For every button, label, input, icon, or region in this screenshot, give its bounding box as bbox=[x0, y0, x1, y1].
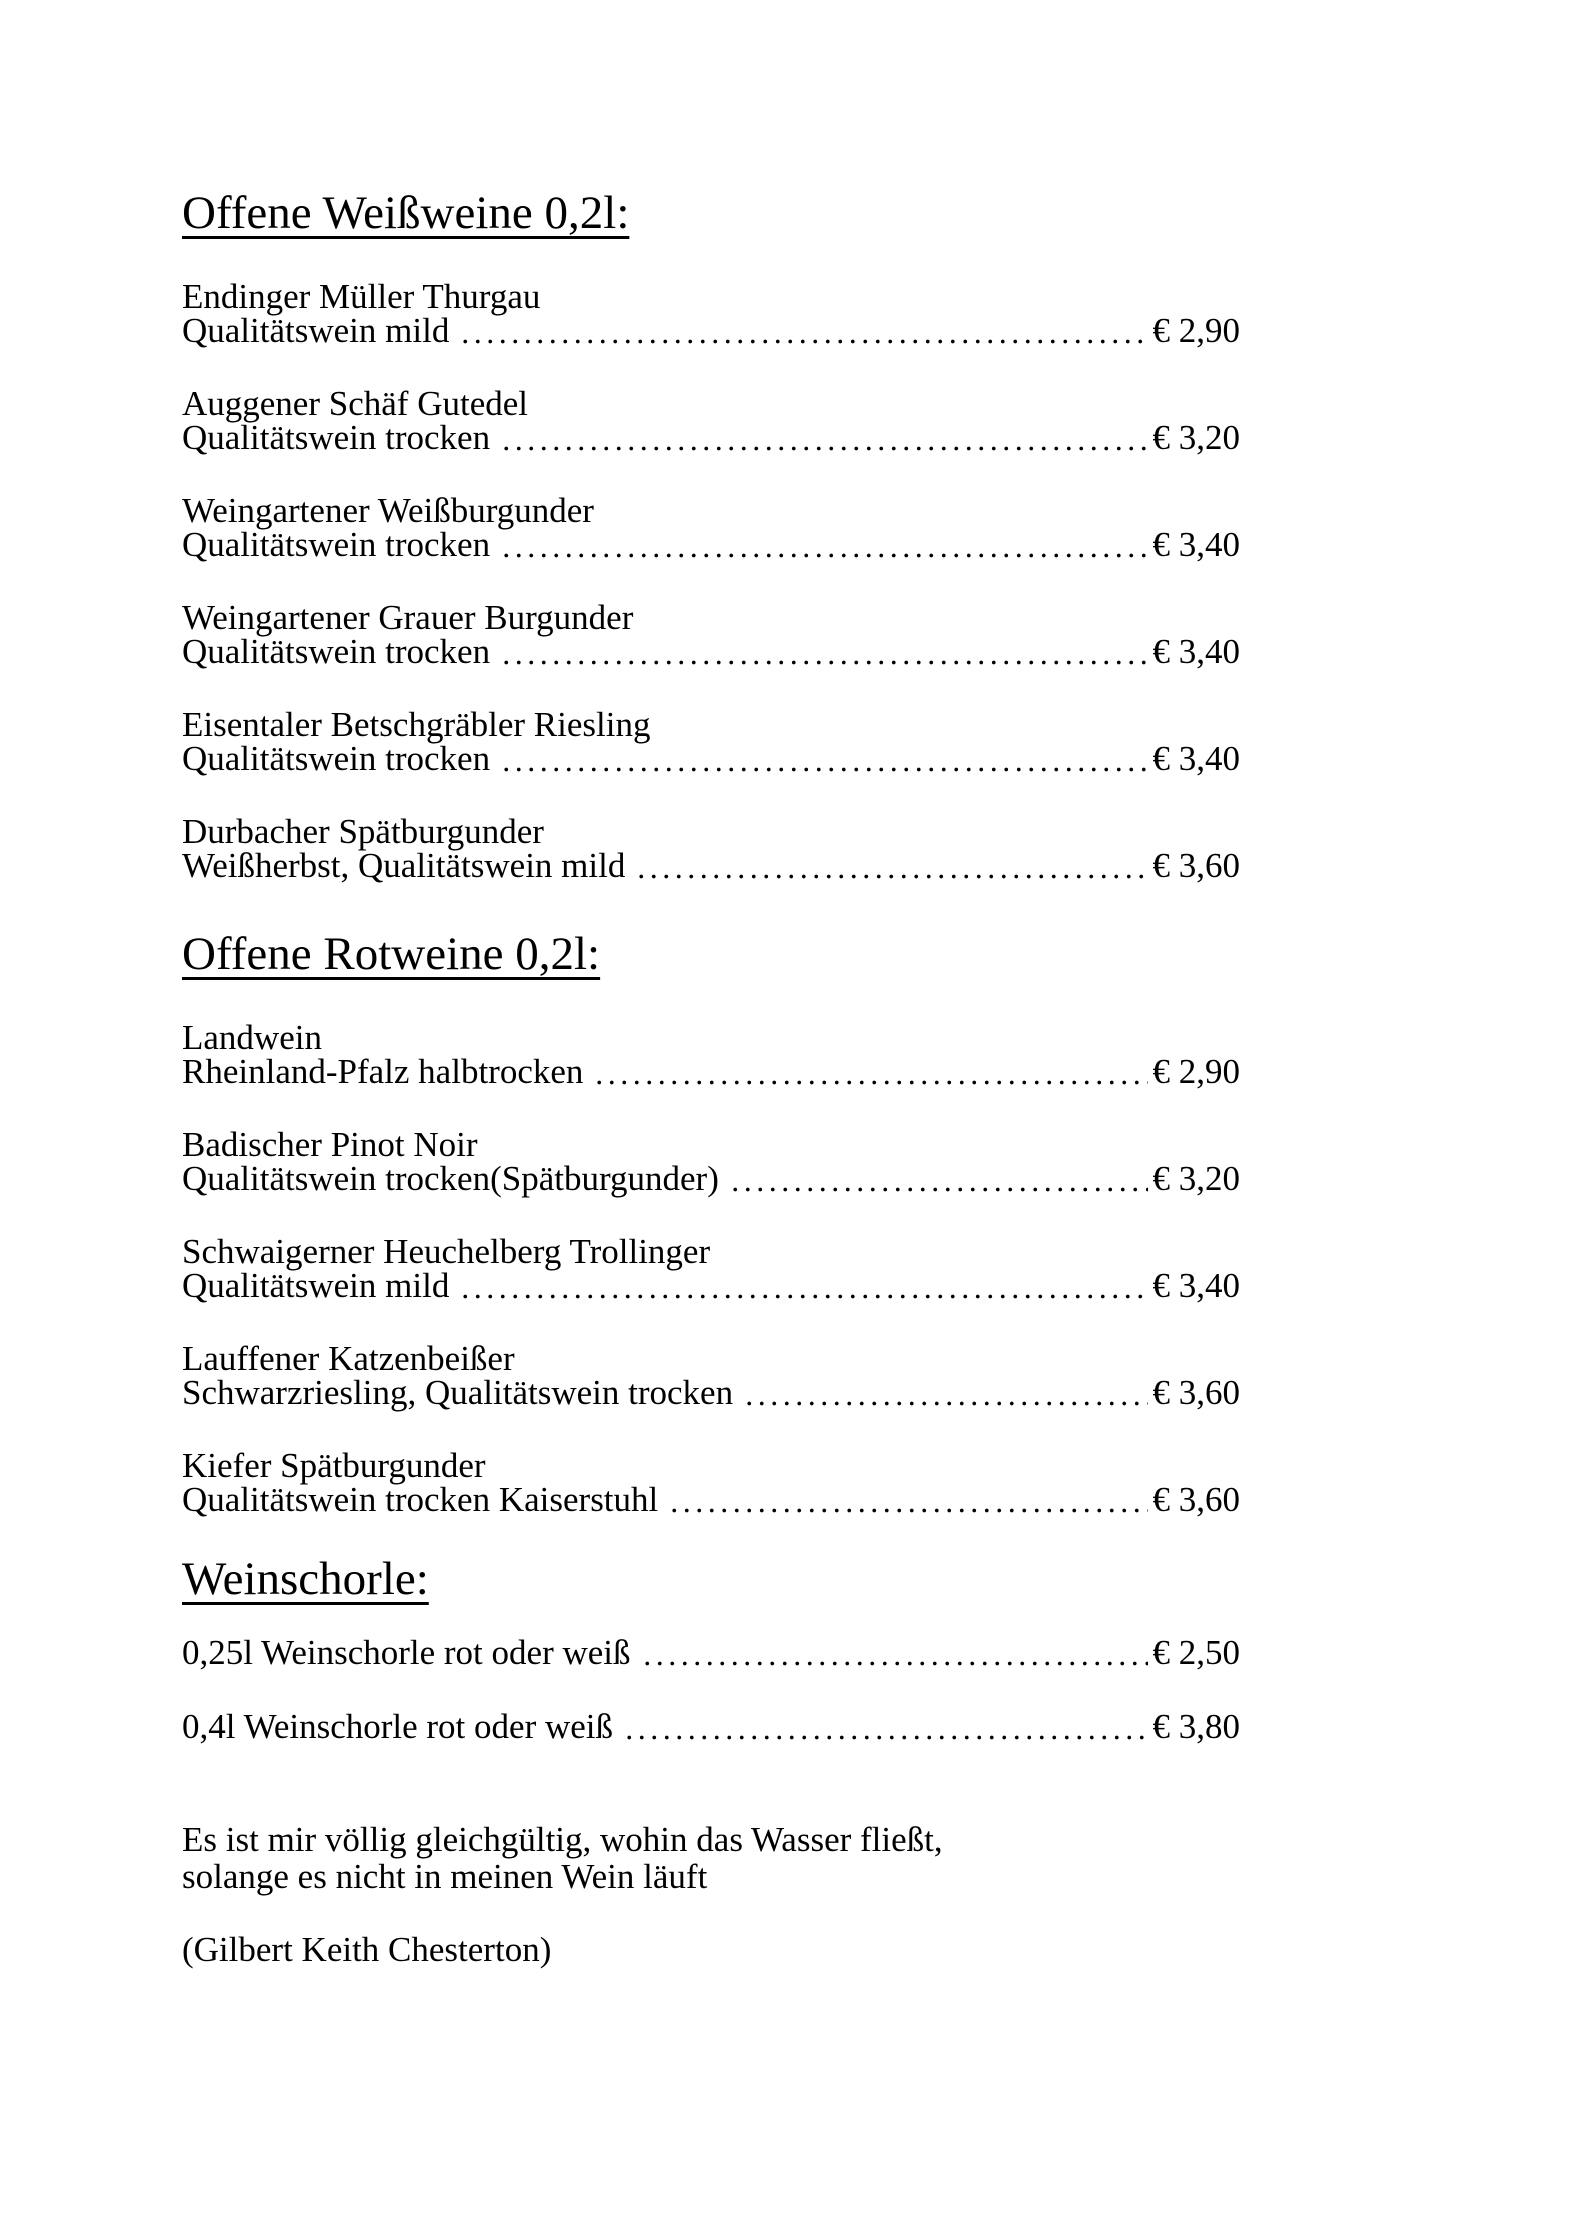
wine-price: € 3,60 bbox=[1152, 1480, 1240, 1519]
wine-desc: Qualitätswein trocken bbox=[182, 739, 491, 778]
wine-price: € 3,20 bbox=[1152, 418, 1240, 457]
schorle-line bbox=[182, 1707, 1240, 1746]
wine-desc: Qualitätswein trocken(Spätburgunder) bbox=[182, 1159, 719, 1198]
wine-desc-line bbox=[182, 1052, 1240, 1091]
section-weissweine bbox=[182, 187, 1240, 885]
wine-price: € 3,40 bbox=[1152, 632, 1240, 671]
wine-price: € 2,90 bbox=[1152, 1052, 1240, 1091]
wine-desc-line bbox=[182, 739, 1240, 778]
wine-desc: Qualitätswein trocken bbox=[182, 418, 491, 457]
quote-block bbox=[182, 1821, 1240, 1895]
schorle-price: € 2,50 bbox=[1152, 1633, 1240, 1672]
quote-line-2: solange es nicht in meinen Wein läuft bbox=[182, 1857, 708, 1896]
wine-desc: Qualitätswein trocken bbox=[182, 525, 491, 564]
section-rotweine bbox=[182, 928, 1240, 1519]
menu-content bbox=[182, 187, 1240, 1969]
schorle-entry bbox=[182, 1707, 1240, 1746]
wine-desc-line bbox=[182, 1159, 1240, 1198]
wine-name: Auggener Schäf Gutedel bbox=[182, 384, 528, 423]
wine-desc: Qualitätswein mild bbox=[182, 1266, 450, 1305]
wine-entry bbox=[182, 812, 1240, 885]
wine-desc-line bbox=[182, 632, 1240, 671]
dot-leader bbox=[625, 849, 1152, 883]
wine-name: Schwaigerner Heuchelberg Trollinger bbox=[182, 1232, 711, 1271]
wine-name: Kiefer Spätburgunder bbox=[182, 1446, 486, 1485]
wine-desc-line bbox=[182, 1266, 1240, 1305]
wine-entry bbox=[182, 1339, 1240, 1412]
wine-entry bbox=[182, 1018, 1240, 1091]
wine-entry bbox=[182, 705, 1240, 778]
dot-leader bbox=[490, 635, 1152, 669]
wine-entry bbox=[182, 384, 1240, 457]
wine-desc: Schwarzriesling, Qualitätswein trocken bbox=[182, 1373, 734, 1412]
dot-leader bbox=[613, 1710, 1152, 1744]
schorle-desc: 0,25l Weinschorle rot oder weiß bbox=[182, 1633, 631, 1672]
wine-entry bbox=[182, 598, 1240, 671]
wine-price: € 3,60 bbox=[1152, 1373, 1240, 1412]
schorle-entry bbox=[182, 1633, 1240, 1672]
wine-entry bbox=[182, 277, 1240, 350]
section-weinschorle bbox=[182, 1553, 1240, 1746]
wine-entry bbox=[182, 1446, 1240, 1519]
wine-price: € 3,60 bbox=[1152, 846, 1240, 885]
wine-price: € 2,90 bbox=[1152, 311, 1240, 350]
section-heading-weinschorle: Weinschorle: bbox=[182, 1553, 429, 1605]
section-heading-weissweine: Offene Weißweine 0,2l: bbox=[182, 187, 630, 239]
dot-leader bbox=[719, 1162, 1153, 1196]
dot-leader bbox=[449, 314, 1152, 348]
dot-leader bbox=[490, 421, 1152, 455]
wine-desc: Weißherbst, Qualitätswein mild bbox=[182, 846, 626, 885]
quote-line-1: Es ist mir völlig gleichgültig, wohin das Wasser fließt, bbox=[182, 1820, 943, 1859]
wine-desc-line bbox=[182, 1480, 1240, 1519]
wine-entry bbox=[182, 1125, 1240, 1198]
dot-leader bbox=[658, 1483, 1152, 1517]
wine-desc: Qualitätswein trocken bbox=[182, 632, 491, 671]
wine-desc-line bbox=[182, 1373, 1240, 1412]
schorle-desc: 0,4l Weinschorle rot oder weiß bbox=[182, 1707, 614, 1746]
dot-leader bbox=[733, 1376, 1152, 1410]
section-heading-rotweine: Offene Rotweine 0,2l: bbox=[182, 928, 601, 980]
wine-price: € 3,40 bbox=[1152, 525, 1240, 564]
wine-desc: Rheinland-Pfalz halbtrocken bbox=[182, 1052, 584, 1091]
dot-leader bbox=[490, 742, 1152, 776]
wine-name: Landwein bbox=[182, 1018, 322, 1057]
wine-price: € 3,40 bbox=[1152, 1266, 1240, 1305]
dot-leader bbox=[490, 528, 1152, 562]
wine-desc-line bbox=[182, 846, 1240, 885]
wine-name: Badischer Pinot Noir bbox=[182, 1125, 478, 1164]
wine-name: Weingartener Grauer Burgunder bbox=[182, 598, 634, 637]
quote-attribution: (Gilbert Keith Chesterton) bbox=[182, 1930, 552, 1969]
wine-name: Eisentaler Betschgräbler Riesling bbox=[182, 705, 651, 744]
wine-entry bbox=[182, 491, 1240, 564]
dot-leader bbox=[631, 1636, 1153, 1670]
wine-name: Weingartener Weißburgunder bbox=[182, 491, 594, 530]
wine-desc-line bbox=[182, 418, 1240, 457]
schorle-price: € 3,80 bbox=[1152, 1707, 1240, 1746]
wine-desc: Qualitätswein trocken Kaiserstuhl bbox=[182, 1480, 659, 1519]
schorle-line bbox=[182, 1633, 1240, 1672]
dot-leader bbox=[449, 1269, 1152, 1303]
wine-name: Durbacher Spätburgunder bbox=[182, 812, 544, 851]
wine-desc: Qualitätswein mild bbox=[182, 311, 450, 350]
dot-leader bbox=[583, 1055, 1152, 1089]
wine-price: € 3,40 bbox=[1152, 739, 1240, 778]
wine-price: € 3,20 bbox=[1152, 1159, 1240, 1198]
wine-name: Lauffener Katzenbeißer bbox=[182, 1339, 515, 1378]
wine-name: Endinger Müller Thurgau bbox=[182, 277, 541, 316]
wine-desc-line bbox=[182, 525, 1240, 564]
wine-desc-line bbox=[182, 311, 1240, 350]
wine-entry bbox=[182, 1232, 1240, 1305]
